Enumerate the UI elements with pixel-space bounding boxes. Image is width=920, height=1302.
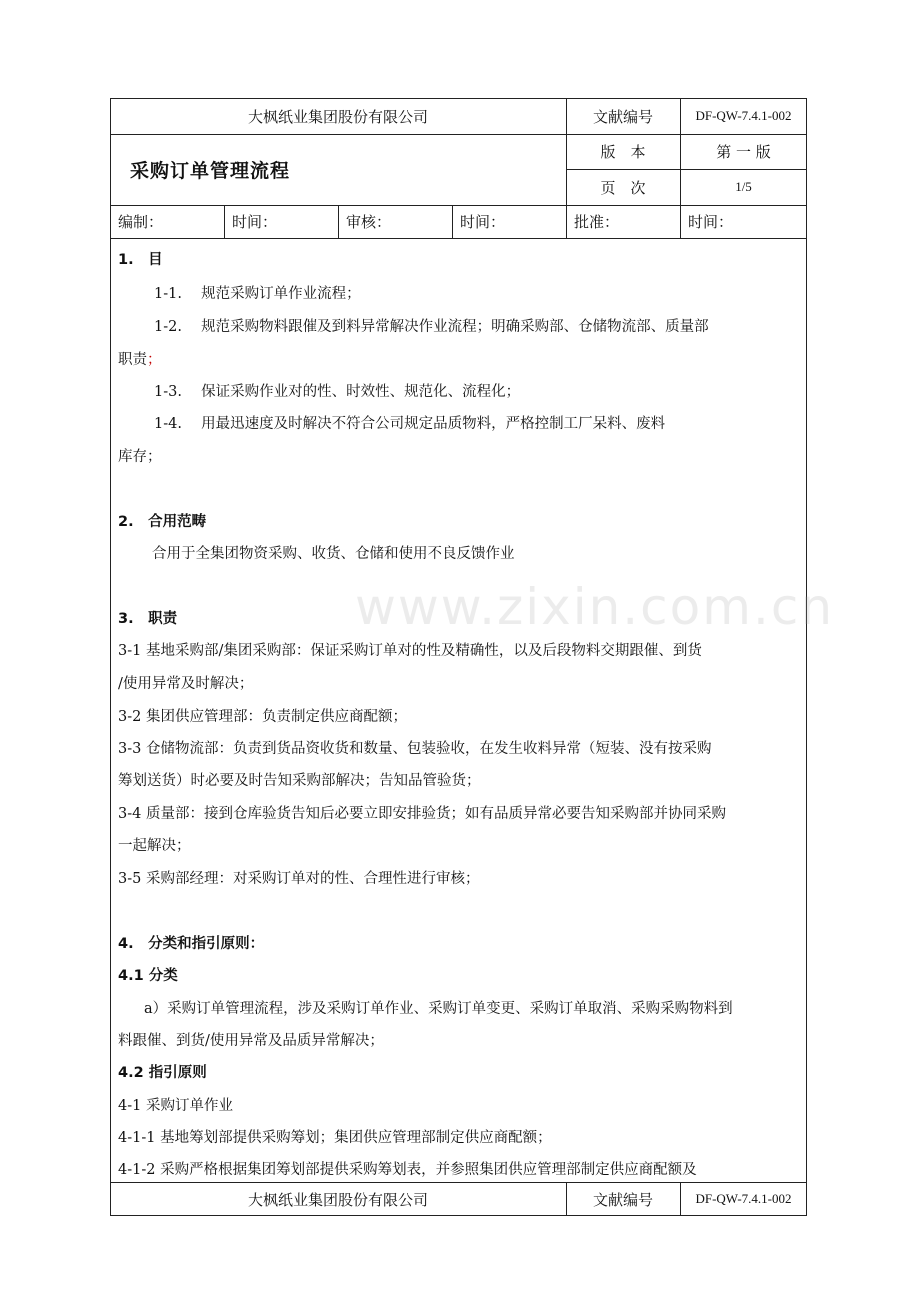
paragraph: 1-1. 规范采购订单作业流程； [154,286,361,302]
paragraph: 4-1-2 采购严格根据集团筹划部提供采购筹划表，并参照集团供应管理部制定供应商配额及 [118,1162,697,1178]
paragraph: a）采购订单管理流程，涉及采购订单作业、采购订单变更、采购订单取消、采购采购物料到 [144,1001,733,1017]
paragraph-text: 职责 [118,352,147,368]
sign-field-reviewer: 审核： [346,213,392,231]
paragraph: 1-2. 规范采购物料跟催及到料异常解决作业流程；明确采购部、仓储物流部、质量部 [154,319,709,335]
subsection-heading: 4.2 指引原则 [118,1065,207,1081]
paragraph [118,348,162,369]
sign-field-time: 时间： [460,213,506,231]
header-divider [338,205,339,238]
sign-field-time: 时间： [232,213,278,231]
header-divider [452,205,453,238]
paragraph: 4-1 采购订单作业 [118,1098,233,1114]
red-punctuation: ； [147,352,162,368]
paragraph: 3-3 仓储物流部：负责到货品资收货和数量、包装验收，在发生收料异常（短装、没有按采购 [118,741,712,757]
version-value: 第 一 版 [716,143,771,161]
paragraph: 1-3. 保证采购作业对的性、时效性、规范化、流程化； [154,384,521,400]
sign-field-editor: 编制： [118,213,164,231]
paragraph: 3-5 采购部经理：对采购订单对的性、合理性进行审核； [118,871,480,887]
watermark: www.zixin.com.cn [355,578,835,636]
footer-company-name: 大枫纸业集团股份有限公司 [247,1190,428,1209]
section-heading: 2. 合用范畴 [118,514,207,530]
paragraph: 3-4 质量部：接到仓库验货告知后必要立即安排验货；如有品质异常必要告知采购部并协同采购 [118,806,726,822]
sign-field-time: 时间： [688,213,734,231]
subsection-heading: 4.1 分类 [118,968,178,984]
section-heading: 1. 目 [118,252,163,268]
document-title: 采购订单管理流程 [130,160,291,182]
paragraph: 料跟催、到货/使用异常及品质异常解决； [118,1033,384,1049]
footer-doc-no-value: DF-QW-7.4.1-002 [695,1191,792,1206]
paragraph: /使用异常及时解决； [118,676,254,692]
paragraph: 库存； [118,449,162,465]
page-label: 页 次 [600,178,646,197]
version-label: 版 本 [600,143,646,161]
paragraph: 1-4. 用最迅速度及时解决不符合公司规定品质物料，严格控制工厂呆料、废料 [154,416,666,432]
paragraph: 筹划送货）时必要及时告知采购部解决；告知品管验货； [118,773,481,789]
page-value: 1/5 [735,179,752,194]
doc-no-label: 文献编号 [592,107,653,126]
paragraph: 4-1-1 基地筹划部提供采购筹划；集团供应管理部制定供应商配额； [118,1130,552,1146]
header-divider [110,238,807,239]
paragraph: 3-1 基地采购部/集团采购部：保证采购订单对的性及精确性，以及后段物料交期跟催、到货 [118,643,702,659]
paragraph: 3-2 集团供应管理部：负责制定供应商配额； [118,709,407,725]
footer-doc-no-label: 文献编号 [592,1190,653,1209]
doc-no-value: DF-QW-7.4.1-002 [695,108,792,123]
paragraph: 一起解决； [118,838,191,854]
header-divider [224,205,225,238]
paragraph: 合用于全集团物资采购、收货、仓储和使用不良反馈作业 [152,546,515,562]
sign-field-approver: 批准： [574,213,620,231]
section-heading: 4. 分类和指引原则： [118,936,265,952]
section-heading: 3. 职责 [118,611,178,627]
company-name: 大枫纸业集团股份有限公司 [247,107,428,126]
